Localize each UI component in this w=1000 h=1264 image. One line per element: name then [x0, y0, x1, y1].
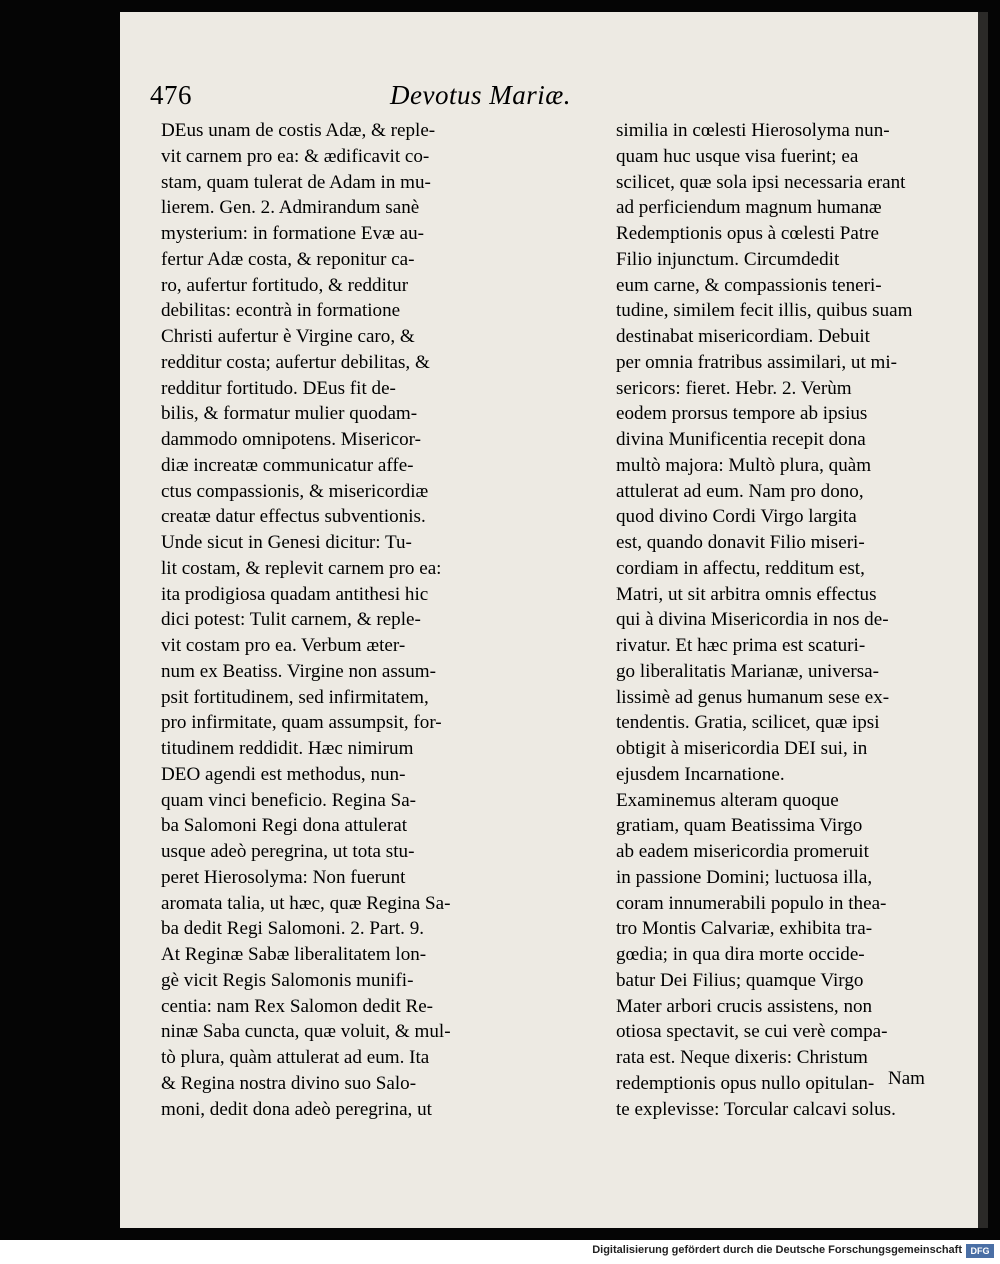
text-line: quam huc usque visa fuerint; ea [616, 145, 859, 167]
text-line: te explevisse: Torcular calcavi solus. [616, 1098, 896, 1120]
text-line: Redemptionis opus à cœlesti Patre [616, 223, 880, 244]
text-line: lissimè ad genus humanum sese ex- [616, 686, 890, 708]
funding-notice: Digitalisierung gefördert durch die Deutsche Forschungsgemeinschaft [592, 1244, 962, 1256]
catchword: Nam [888, 1068, 925, 1089]
text-line: ab eadem misericordia promeruit [616, 841, 869, 862]
footer-bar [0, 1240, 1000, 1264]
text-line: fertur Adæ costa, & reponitur ca- [161, 248, 415, 270]
text-line: tendentis. Gratia, scilicet, quæ ipsi [616, 712, 880, 734]
text-line: ba dedit Regi Salomoni. 2. Part. 9. [161, 918, 425, 940]
text-line: DEus unam de costis Adæ, & reple- [161, 120, 436, 141]
text-line: dici potest: Tulit carnem, & reple- [161, 609, 421, 631]
page-header [150, 80, 710, 118]
text-line: in passione Domini; luctuosa illa, [616, 866, 873, 888]
text-line: lierem. Gen. 2. Admirandum sanè [161, 197, 420, 219]
text-line: dammodo omnipotens. Misericor- [161, 429, 421, 450]
text-line: gè vicit Regis Salomonis munifi- [161, 969, 414, 991]
text-line: divina Munificentia recepit dona [616, 429, 866, 450]
text-line: rata est. Neque dixeris: Christum [616, 1047, 868, 1068]
text-line: redemptionis opus nullo opitulan- [616, 1072, 875, 1094]
text-line: coram innumerabili populo in thea- [616, 892, 887, 914]
text-line: aromata talia, ut hæc, quæ Regina Sa- [161, 892, 451, 914]
running-title: Devotus Mariæ. [390, 80, 571, 110]
text-line: sericors: fieret. Hebr. 2. Verùm [616, 377, 852, 399]
text-line: go liberalitatis Marianæ, universa- [616, 660, 879, 682]
text-line: Unde sicut in Genesi dicitur: Tu- [161, 532, 412, 553]
text-line: quam vinci beneficio. Regina Sa- [161, 789, 417, 811]
text-line: stam, quam tulerat de Adam in mu- [161, 171, 431, 193]
text-line: rivatur. Et hæc prima est scaturi- [616, 635, 866, 656]
text-line: At Reginæ Sabæ liberalitatem lon- [161, 944, 427, 965]
text-line: qui à divina Misericordia in nos de- [616, 609, 889, 631]
text-line: ba Salomoni Regi dona attulerat [161, 815, 408, 837]
text-line: tudine, similem fecit illis, quibus suam [616, 300, 913, 322]
text-line: mysterium: in formatione Evæ au- [161, 223, 425, 244]
text-line: peret Hierosolyma: Non fuerunt [161, 866, 406, 888]
text-line: cordiam in affectu, redditum est, [616, 557, 865, 579]
text-line: psit fortitudinem, sed infirmitatem, [161, 686, 429, 708]
text-line: Filio injunctum. Circumdedit [616, 248, 840, 270]
page-edge [978, 12, 988, 1228]
text-line: destinabat misericordiam. Debuit [616, 326, 870, 347]
text-line: eodem prorsus tempore ab ipsius [616, 403, 868, 425]
text-line: Christi aufertur è Virgine caro, & [161, 326, 415, 347]
text-line: bilis, & formatur mulier quodam- [161, 403, 418, 425]
text-line: tro Montis Calvariæ, exhibita tra- [616, 918, 873, 940]
text-line: scilicet, quæ sola ipsi necessaria erant [616, 171, 906, 193]
text-line: est, quando donavit Filio miseri- [616, 532, 865, 553]
text-line: ejusdem Incarnatione. [616, 763, 785, 785]
text-line: gœdia; in qua dira morte occide- [616, 944, 865, 965]
text-line: Mater arbori crucis assistens, non [616, 995, 873, 1017]
left-text-column [161, 118, 601, 1122]
text-line: similia in cœlesti Hierosolyma nun- [616, 120, 890, 141]
text-line: redditur fortitudo. DEus fit de- [161, 377, 396, 399]
text-line: ctus compassionis, & misericordiæ [161, 480, 429, 502]
text-line: centia: nam Rex Salomon dedit Re- [161, 995, 434, 1017]
text-line: moni, dedit dona adeò peregrina, ut [161, 1098, 432, 1120]
text-line: vit costam pro ea. Verbum æter- [161, 635, 406, 656]
text-line: multò majora: Multò plura, quàm [616, 454, 872, 476]
text-line: lit costam, & replevit carnem pro ea: [161, 557, 442, 579]
text-line: ninæ Saba cuncta, quæ voluit, & mul- [161, 1021, 451, 1043]
text-line: num ex Beatiss. Virgine non assum- [161, 660, 436, 682]
text-line: ro, aufertur fortitudo, & redditur [161, 274, 409, 296]
text-line: DEO agendi est methodus, nun- [161, 763, 406, 785]
text-line: & Regina nostra divino suo Salo- [161, 1072, 417, 1094]
text-line: otiosa spectavit, se cui verè compa- [616, 1021, 888, 1043]
text-line: Matri, ut sit arbitra omnis effectus [616, 583, 877, 605]
text-line: debilitas: econtrà in formatione [161, 300, 401, 322]
text-line: pro infirmitate, quam assumpsit, for- [161, 712, 442, 734]
text-line: tò plura, quàm attulerat ad eum. Ita [161, 1047, 430, 1068]
text-line: Examinemus alteram quoque [616, 789, 839, 811]
right-text-column [616, 118, 956, 1122]
text-line: usque adeò peregrina, ut tota stu- [161, 841, 415, 862]
text-line: gratiam, quam Beatissima Virgo [616, 815, 863, 837]
text-line: ad perficiendum magnum humanæ [616, 197, 882, 219]
dfg-logo-icon: DFG [966, 1244, 994, 1258]
page-number: 476 [150, 80, 192, 110]
text-line: batur Dei Filius; quamque Virgo [616, 969, 864, 991]
text-line: per omnia fratribus assimilari, ut mi- [616, 351, 898, 373]
text-line: diæ increatæ communicatur affe- [161, 454, 414, 476]
text-line: redditur costa; aufertur debilitas, & [161, 351, 430, 373]
text-line: creatæ datur effectus subventionis. [161, 506, 426, 528]
text-line: eum carne, & compassionis teneri- [616, 274, 882, 296]
text-line: attulerat ad eum. Nam pro dono, [616, 480, 864, 502]
text-line: ita prodigiosa quadam antithesi hic [161, 583, 429, 605]
text-line: quod divino Cordi Virgo largita [616, 506, 857, 528]
text-line: vit carnem pro ea: & ædificavit co- [161, 145, 430, 167]
text-line: titudinem reddidit. Hæc nimirum [161, 738, 414, 759]
text-line: obtigit à misericordia DEI sui, in [616, 738, 868, 759]
